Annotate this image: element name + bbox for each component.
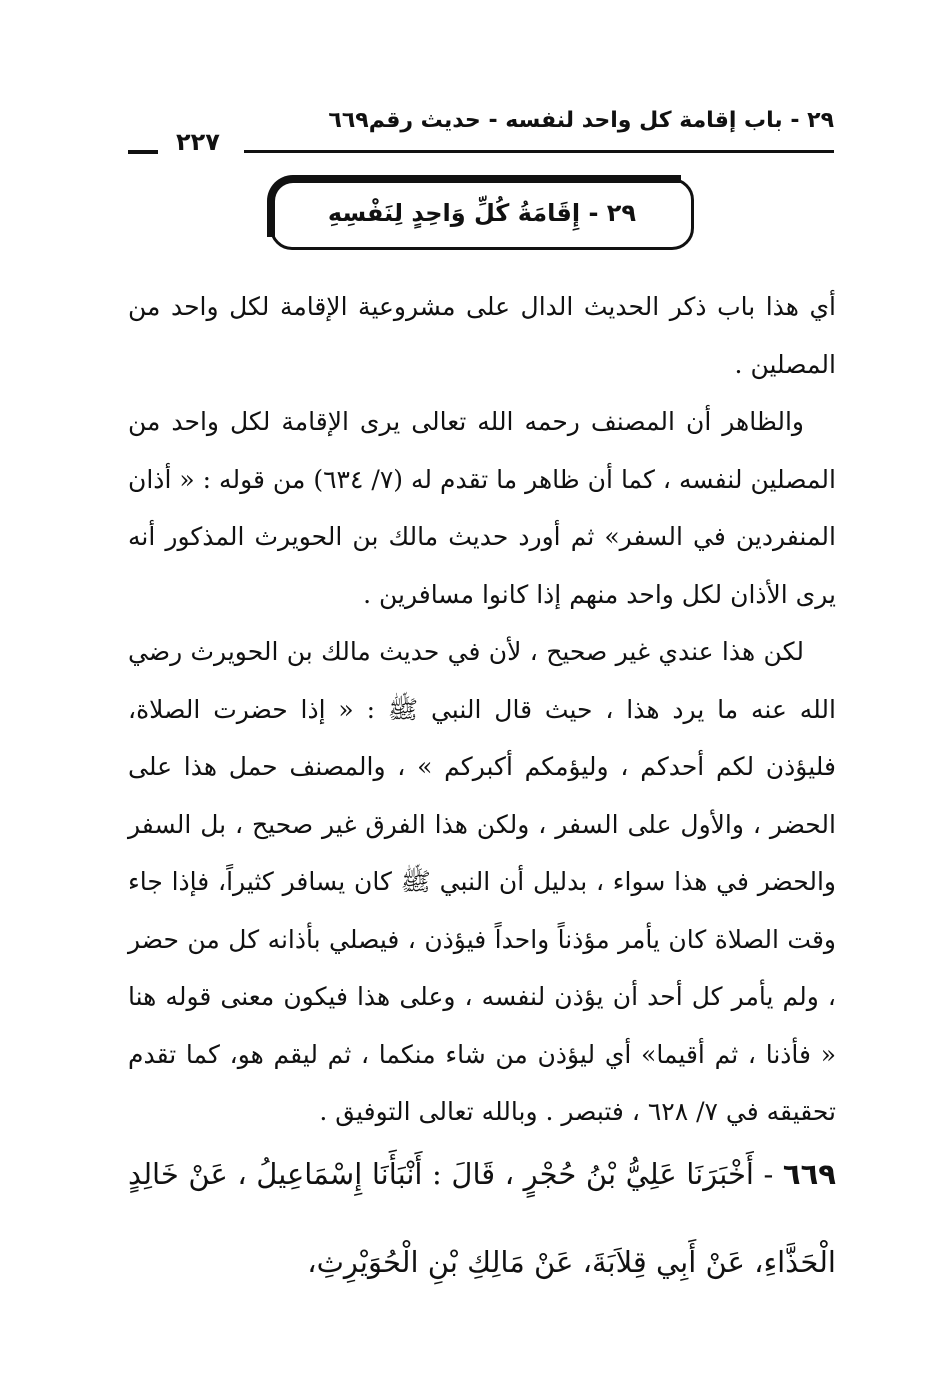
paragraph-1: أي هذا باب ذكر الحديث الدال على مشروعية الإقامة لكل واحد من المصلين .	[128, 292, 836, 379]
chapter-title: ٢٩ - إِقَامَةُ كُلِّ وَاحِدٍ لِنَفْسِهِ	[327, 199, 637, 227]
header-dash	[128, 150, 158, 154]
page-number: ٢٢٧	[176, 128, 220, 156]
chapter-heading-box	[270, 178, 694, 250]
paragraph-2: والظاهر أن المصنف رحمه الله تعالى يرى الإقامة لكل واحد من المصلين لنفسه ، كما أن ظاهر ما تقدم له (٧/ ٦٣٤) من قوله : « أذان المنفردين في السفر» ثم أورد حديث مالك بن الحويرث المذكور أنه يرى الأذان لكل واحد منهم إذا كانوا مسافرين .	[128, 407, 836, 609]
hadith-block	[128, 1130, 836, 1306]
hadith-chain: - أَخْبَرَنَا عَلِيُّ بْنُ حُجْرٍ ، قَالَ : أَنْبَأَنَا إِسْمَاعِيلُ ، عَنْ خَالِدٍ الْحَذَّاءِ، عَنْ أَبِي قِلاَبَةَ، عَنْ مَالِكِ بْنِ الْحُوَيْرِثِ،	[128, 1157, 836, 1279]
commentary-text	[128, 278, 836, 1141]
header-rule	[244, 150, 834, 153]
header-title: ٢٩ - باب إقامة كل واحد لنفسه - حديث رقم٦٦٩	[328, 108, 834, 133]
hadith-paragraph	[128, 1130, 836, 1306]
running-header	[128, 108, 834, 158]
paragraph-3: لكن هذا عندي غير صحيح ، لأن في حديث مالك بن الحويرث رضي الله عنه ما يرد هذا ، حيث قال النبي ﷺ : « إذا حضرت الصلاة، فليؤذن لكم أحدكم ، وليؤمكم أكبركم » ، والمصنف حمل هذا على الحضر ، والأول على السفر ، ولكن هذا الفرق غير صحيح ، بل السفر والحضر في هذا سواء ، بدليل أن النبي ﷺ كان يسافر كثيراً، فإذا جاء وقت الصلاة كان يأمر مؤذناً واحداً فيؤذن ، فيصلي بأذانه كل من حضر ، ولم يأمر كل أحد أن يؤذن لنفسه ، وعلى هذا فيكون معنى قوله هنا « فأذنا ، ثم أقيما» أي ليؤذن من شاء منكما ، ثم ليقم هو، كما تقدم تحقيقه في ٧/ ٦٢٨ ، فتبصر . وبالله تعالى التوفيق .	[128, 637, 836, 1126]
hadith-number: ٦٦٩	[782, 1157, 836, 1191]
